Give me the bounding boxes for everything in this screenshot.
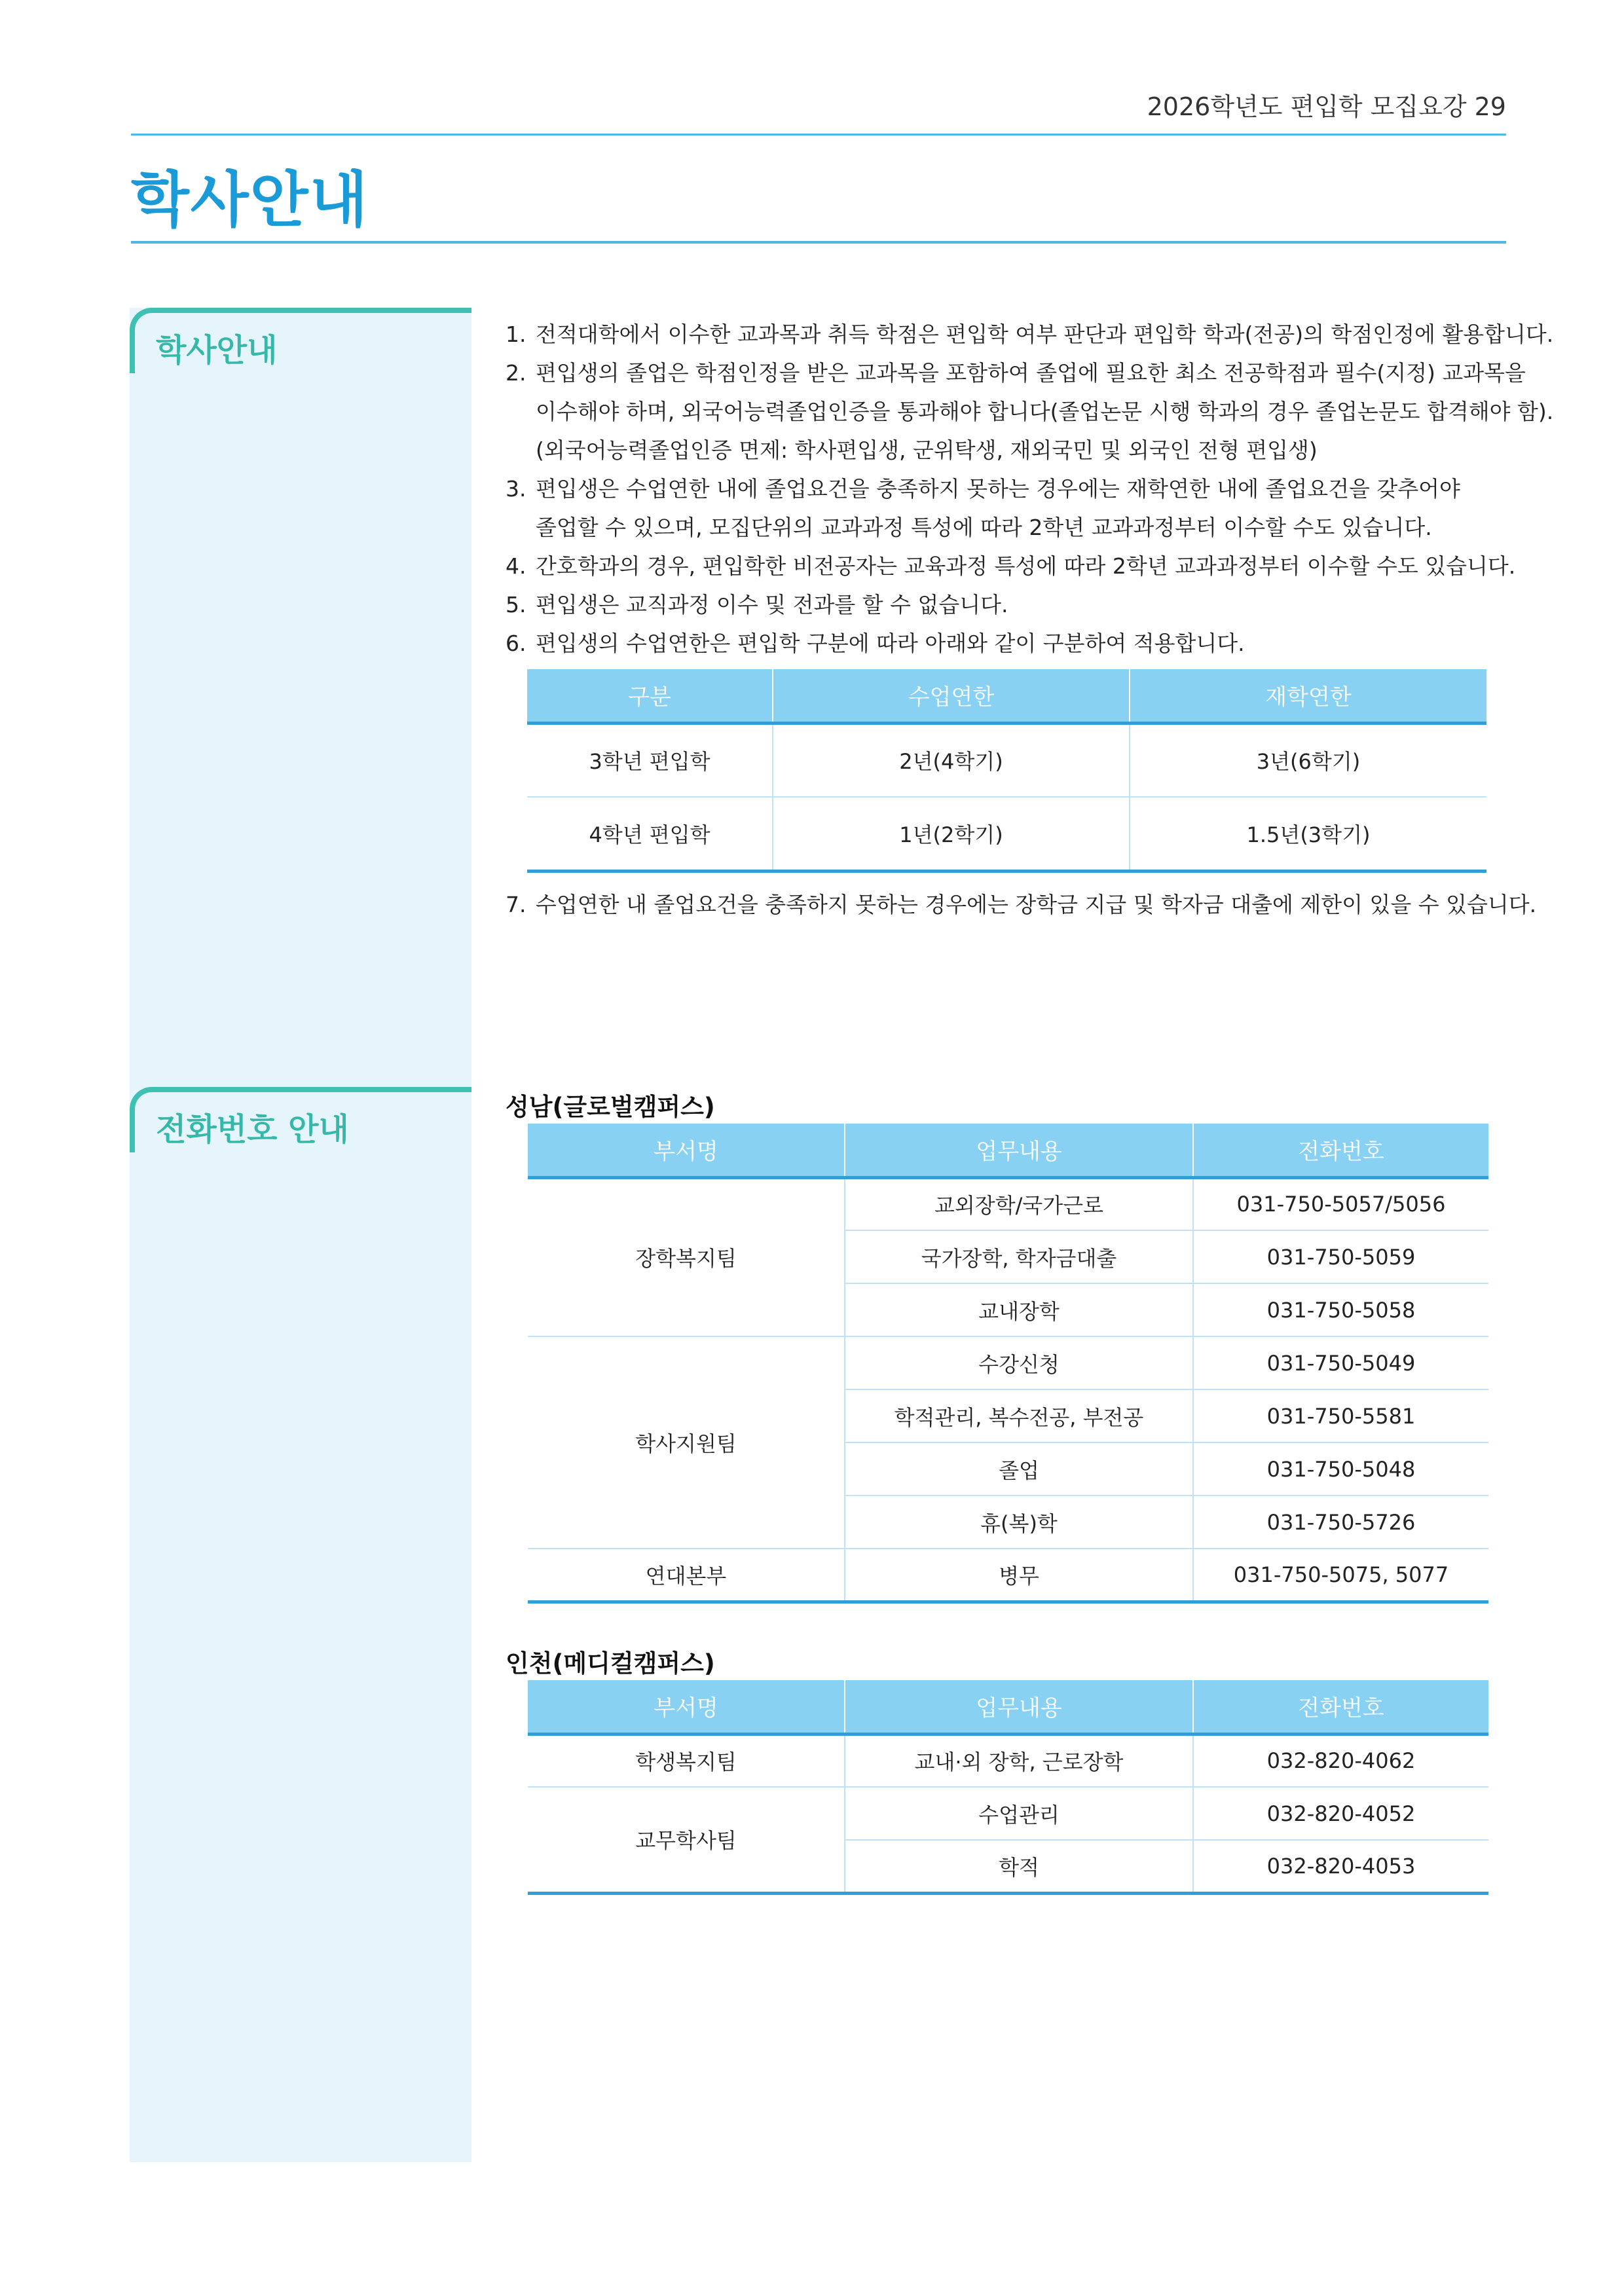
- table-header-cell: 전화번호: [1193, 1680, 1488, 1734]
- table-header-cell: 구분: [527, 669, 773, 723]
- task-cell: 병무: [845, 1549, 1193, 1602]
- table-row: [527, 797, 1486, 871]
- table-cell: 1년(2학기): [773, 797, 1130, 871]
- table-row: [527, 723, 1486, 797]
- note-text: 전적대학에서 이수한 교과목과 취득 학점은 편입학 여부 판단과 편입학 학과(전공)의 학점인정에 활용합니다.: [536, 321, 1554, 347]
- task-cell: 교외장학/국가근로: [845, 1177, 1193, 1230]
- task-cell: 학적관리, 복수전공, 부전공: [845, 1389, 1193, 1442]
- seongnam-campus-label: 성남(글로벌캠퍼스): [506, 1093, 715, 1121]
- table-header-cell: 수업연한: [773, 669, 1130, 723]
- page-header: 2026학년도 편입학 모집요강 29: [1147, 92, 1506, 121]
- note-text: 편입생은 교직과정 이수 및 전과를 할 수 없습니다.: [536, 592, 1008, 617]
- note-item: [506, 624, 1514, 663]
- header-divider: [131, 134, 1506, 136]
- task-cell: 교내·외 장학, 근로장학: [845, 1734, 1193, 1787]
- table-cell: 3학년 편입학: [527, 723, 773, 797]
- note-text: 편입생의 졸업은 학점인정을 받은 교과목을 포함하여 졸업에 필요한 최소 전공학점과 필수(지정) 교과목을: [536, 360, 1526, 386]
- section-tab-academic: [130, 308, 471, 373]
- dept-cell: 학생복지팀: [528, 1734, 845, 1787]
- note-number: 6.: [506, 631, 526, 656]
- phone-cell: 031-750-5581: [1193, 1389, 1488, 1442]
- note-number: 4.: [506, 553, 526, 579]
- task-cell: 휴(복)학: [845, 1496, 1193, 1549]
- phone-cell: 031-750-5075, 5077: [1193, 1549, 1488, 1602]
- note-text: 졸업할 수 있으며, 모집단위의 교과과정 특성에 따라 2학년 교과과정부터 이수할 수도 있습니다.: [536, 515, 1432, 540]
- table-row: [528, 1787, 1488, 1840]
- incheon-phone-table: [528, 1680, 1488, 1895]
- table-header-cell: 전화번호: [1193, 1124, 1488, 1177]
- note-number: 5.: [506, 592, 526, 617]
- note-item: [506, 354, 1554, 469]
- phone-cell: 031-750-5049: [1193, 1336, 1488, 1389]
- phone-cell: 031-750-5048: [1193, 1442, 1488, 1496]
- phone-cell: 032-820-4052: [1193, 1787, 1488, 1840]
- table-header-cell: 업무내용: [845, 1680, 1193, 1734]
- phone-cell: 032-820-4053: [1193, 1840, 1488, 1893]
- section-tab-phone: [130, 1087, 471, 1152]
- phone-cell: 031-750-5057/5056: [1193, 1177, 1488, 1230]
- table-row: [528, 1734, 1488, 1787]
- note-number: 7.: [506, 892, 526, 917]
- table-header-cell: 업무내용: [845, 1124, 1193, 1177]
- task-cell: 교내장학: [845, 1283, 1193, 1336]
- note-number: 3.: [506, 476, 526, 502]
- note-item: [506, 885, 1537, 924]
- table-row: [528, 1177, 1488, 1230]
- note-text: 이수해야 하며, 외국어능력졸업인증을 통과해야 합니다(졸업논문 시행 학과의 경우 졸업논문도 합격해야 함).: [536, 399, 1554, 424]
- sidebar-panel: [130, 308, 471, 2162]
- task-cell: 학적: [845, 1840, 1193, 1893]
- dept-cell: 교무학사팀: [528, 1787, 845, 1893]
- phone-cell: 032-820-4062: [1193, 1734, 1488, 1787]
- academic-note-7: [506, 885, 1537, 924]
- table-row: [528, 1336, 1488, 1389]
- note-number: 2.: [506, 360, 526, 386]
- note-item: [506, 585, 1514, 624]
- table-cell: 4학년 편입학: [527, 797, 773, 871]
- note-text: 수업연한 내 졸업요건을 충족하지 못하는 경우에는 장학금 지급 및 학자금 대출에 제한이 있을 수 있습니다.: [536, 892, 1537, 917]
- note-item: [506, 547, 1514, 585]
- table-cell: 2년(4학기): [773, 723, 1130, 797]
- incheon-campus-label: 인천(메디컬캠퍼스): [506, 1649, 715, 1678]
- task-cell: 수강신청: [845, 1336, 1193, 1389]
- table-header-cell: 부서명: [528, 1680, 845, 1734]
- academic-notes-list: [506, 315, 1554, 663]
- task-cell: 국가장학, 학자금대출: [845, 1230, 1193, 1283]
- dept-cell: 장학복지팀: [528, 1177, 845, 1336]
- section-label-phone: 전화번호 안내: [156, 1111, 349, 1148]
- phone-cell: 031-750-5059: [1193, 1230, 1488, 1283]
- seongnam-phone-table: [528, 1124, 1488, 1604]
- title-divider: [131, 241, 1506, 244]
- note-text: 편입생은 수업연한 내에 졸업요건을 충족하지 못하는 경우에는 재학연한 내에 졸업요건을 갖추어야: [536, 476, 1460, 502]
- note-item: [506, 315, 1554, 354]
- term-table: [527, 669, 1486, 873]
- dept-cell: 학사지원팀: [528, 1336, 845, 1549]
- table-cell: 3년(6학기): [1130, 723, 1486, 797]
- page-title: 학사안내: [131, 165, 369, 235]
- table-cell: 1.5년(3학기): [1130, 797, 1486, 871]
- note-text: 편입생의 수업연한은 편입학 구분에 따라 아래와 같이 구분하여 적용합니다.: [536, 631, 1245, 656]
- table-header-cell: 재학연한: [1130, 669, 1486, 723]
- task-cell: 수업관리: [845, 1787, 1193, 1840]
- task-cell: 졸업: [845, 1442, 1193, 1496]
- dept-cell: 연대본부: [528, 1549, 845, 1602]
- table-header-cell: 부서명: [528, 1124, 845, 1177]
- table-row: [528, 1549, 1488, 1602]
- note-item: [506, 469, 1514, 547]
- note-text: (외국어능력졸업인증 면제: 학사편입생, 군위탁생, 재외국민 및 외국인 전형 편입생): [536, 437, 1318, 463]
- note-text: 간호학과의 경우, 편입학한 비전공자는 교육과정 특성에 따라 2학년 교과과정부터 이수할 수도 있습니다.: [536, 553, 1516, 579]
- phone-cell: 031-750-5058: [1193, 1283, 1488, 1336]
- section-label-academic: 학사안내: [156, 332, 278, 369]
- note-number: 1.: [506, 321, 526, 347]
- phone-cell: 031-750-5726: [1193, 1496, 1488, 1549]
